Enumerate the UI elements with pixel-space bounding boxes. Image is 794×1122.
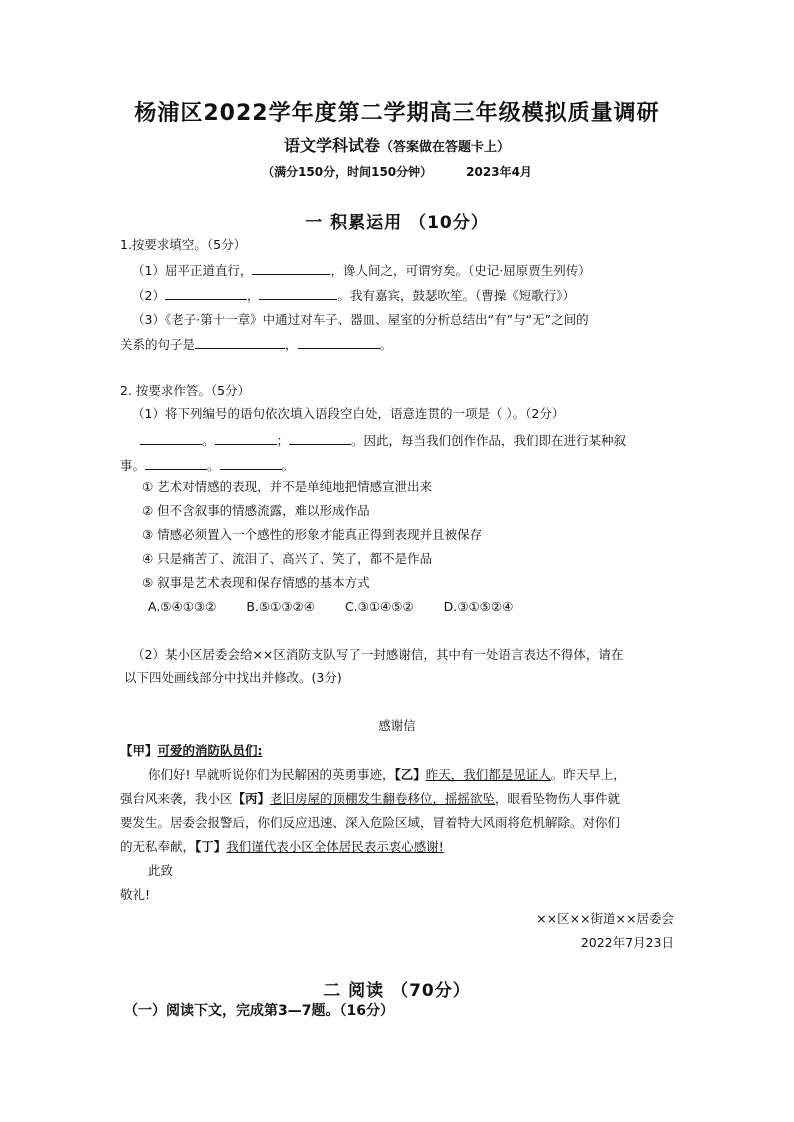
sentence-option: ① 艺术对情感的表现，并不是单纯地把情感宣泄出来 xyxy=(142,479,433,494)
q1-item1-pre: （1）屈平正道直行， xyxy=(132,263,253,278)
subject-name: 语文学科试卷 xyxy=(283,136,380,155)
score-time: （满分150分，时间150分钟） xyxy=(262,165,433,179)
letter-closing-1: 此致 xyxy=(148,863,174,878)
q1-item3-line1: （3）《老子·第十一章》中通过对车子、器皿、屋室的分析总结出“有”与“无”之间的 xyxy=(132,312,589,327)
letter-text: 强台风来袭，我小区 xyxy=(120,791,233,806)
sentence-option: ② 但不含叙事的情感流露，难以形成作品 xyxy=(142,503,370,518)
letter-line1 xyxy=(148,767,626,783)
marker-yi: 【乙】 xyxy=(394,767,426,782)
choice-b[interactable]: B.⑤①③②④ xyxy=(246,599,315,614)
exam-meta xyxy=(0,163,794,180)
letter-title: 感谢信 xyxy=(378,718,416,733)
sentence-option: ④ 只是痛苦了、流泪了、高兴了、笑了，都不是作品 xyxy=(142,551,433,566)
marker-jia: 【甲】 xyxy=(120,743,158,758)
q2-sub1-text: 。因此，每当我们创作作品，我们即在进行某种叙 xyxy=(351,433,627,448)
answer-blank[interactable] xyxy=(252,262,330,275)
answer-blank[interactable] xyxy=(215,432,277,445)
answer-blank[interactable] xyxy=(145,457,207,470)
underlined-yi: 昨天，我们都是见证人 xyxy=(425,767,551,782)
q1-item2-pre: （2） xyxy=(132,288,165,303)
letter-line2 xyxy=(120,791,620,807)
exam-subtitle xyxy=(0,133,794,156)
q2-sub2-line1: （2）某小区居委会给××区消防支队写了一封感谢信，其中有一处语言表达不得体，请在 xyxy=(132,647,624,662)
letter-salutation xyxy=(120,743,263,759)
section2-heading: 二 阅读 （70分） xyxy=(323,981,471,1001)
q1-item1 xyxy=(132,262,591,279)
q2-stem: 2. 按要求作答。（5分） xyxy=(120,383,251,398)
choice-d[interactable]: D.③①⑤②④ xyxy=(443,599,514,614)
letter-line3: 要发生。居委会报警后，你们反应迅速、深入危险区域，冒着特大风雨将危机解除。对你们 xyxy=(120,815,621,830)
answer-blank[interactable] xyxy=(195,336,285,349)
q1-stem: 1.按要求填空。（5分） xyxy=(120,237,247,252)
q2-sub1-stem: （1）将下列编号的语句依次填入语段空白处，语意连贯的一项是（ ）。（2分） xyxy=(132,406,565,421)
underlined-bing: 老旧房屋的顶棚发生翻卷移位，摇摇欲坠 xyxy=(270,791,496,806)
choice-c[interactable]: C.③①④⑤② xyxy=(344,599,414,614)
exam-date: 2023年4月 xyxy=(466,165,532,179)
q1-item1-post: ，谗人间之，可谓穷矣。（史记·屈原贾生列传） xyxy=(330,263,591,278)
sentence-option: ③ 情感必须置入一个感性的形象才能真正得到表现并且被保存 xyxy=(142,527,483,542)
q1-item2-mid: ， xyxy=(246,288,260,303)
exam-title: 杨浦区2022学年度第二学期高三年级模拟质量调研 xyxy=(134,101,660,126)
letter-closing-2: 敬礼! xyxy=(120,887,151,902)
letter-date: 2022年7月23日 xyxy=(580,935,674,950)
marker-bing: 【丙】 xyxy=(232,791,271,806)
answer-blank[interactable] xyxy=(165,287,247,300)
answer-blank[interactable] xyxy=(259,287,337,300)
q1-item3-pre: 关系的句子是 xyxy=(120,337,196,352)
q2-line3-mid: 。 xyxy=(207,458,220,473)
answer-blank[interactable] xyxy=(298,336,380,349)
underlined-jia: 可爱的消防队员们: xyxy=(157,743,263,758)
marker-ding: 【丁】 xyxy=(195,839,227,854)
letter-text: 你们好! 早就听说你们为民解困的英勇事迹， xyxy=(148,767,395,782)
q1-item2-post: 。我有嘉宾，鼓瑟吹笙。（曹操《短歌行》） xyxy=(337,288,575,303)
answer-blank[interactable] xyxy=(289,432,351,445)
letter-text: 。昨天早上， xyxy=(550,767,626,782)
q1-item3-line2 xyxy=(120,336,392,353)
section1-heading: 一 积累运用 （10分） xyxy=(305,213,489,233)
letter-sender: ××区××街道××居委会 xyxy=(536,911,674,926)
choice-a[interactable]: A.⑤④①③② xyxy=(148,599,217,614)
q1-item3-post: 。 xyxy=(379,337,393,352)
answer-note: （答案做在答题卡上） xyxy=(380,140,511,155)
answer-choices xyxy=(148,599,543,615)
q2-line3-pre: 事。 xyxy=(120,458,146,473)
q2-line3-post: 。 xyxy=(281,458,295,473)
answer-blank[interactable] xyxy=(140,432,202,445)
letter-text: ，眼看坠物伤人事件就 xyxy=(495,791,621,806)
q2-sub1-line3 xyxy=(120,457,294,474)
q1-item3-mid: ， xyxy=(285,337,298,352)
q2-sub2-line2: 以下四处画线部分中找出并修改。(3分) xyxy=(124,670,342,685)
sentence-option: ⑤ 叙事是艺术表现和保存情感的基本方式 xyxy=(142,575,370,590)
q1-item2 xyxy=(132,287,575,304)
q2-sub1-line2 xyxy=(140,432,626,449)
q2-sep1: 。 xyxy=(202,433,215,448)
letter-line4 xyxy=(120,839,444,855)
section2-part1: （一）阅读下文，完成第3—7题。（16分） xyxy=(124,1003,394,1019)
underlined-ding: 我们谨代表小区全体居民表示衷心感谢! xyxy=(226,839,444,854)
q2-sep2: ； xyxy=(276,433,290,448)
answer-blank[interactable] xyxy=(220,457,282,470)
letter-text: 的无私奉献， xyxy=(120,839,196,854)
